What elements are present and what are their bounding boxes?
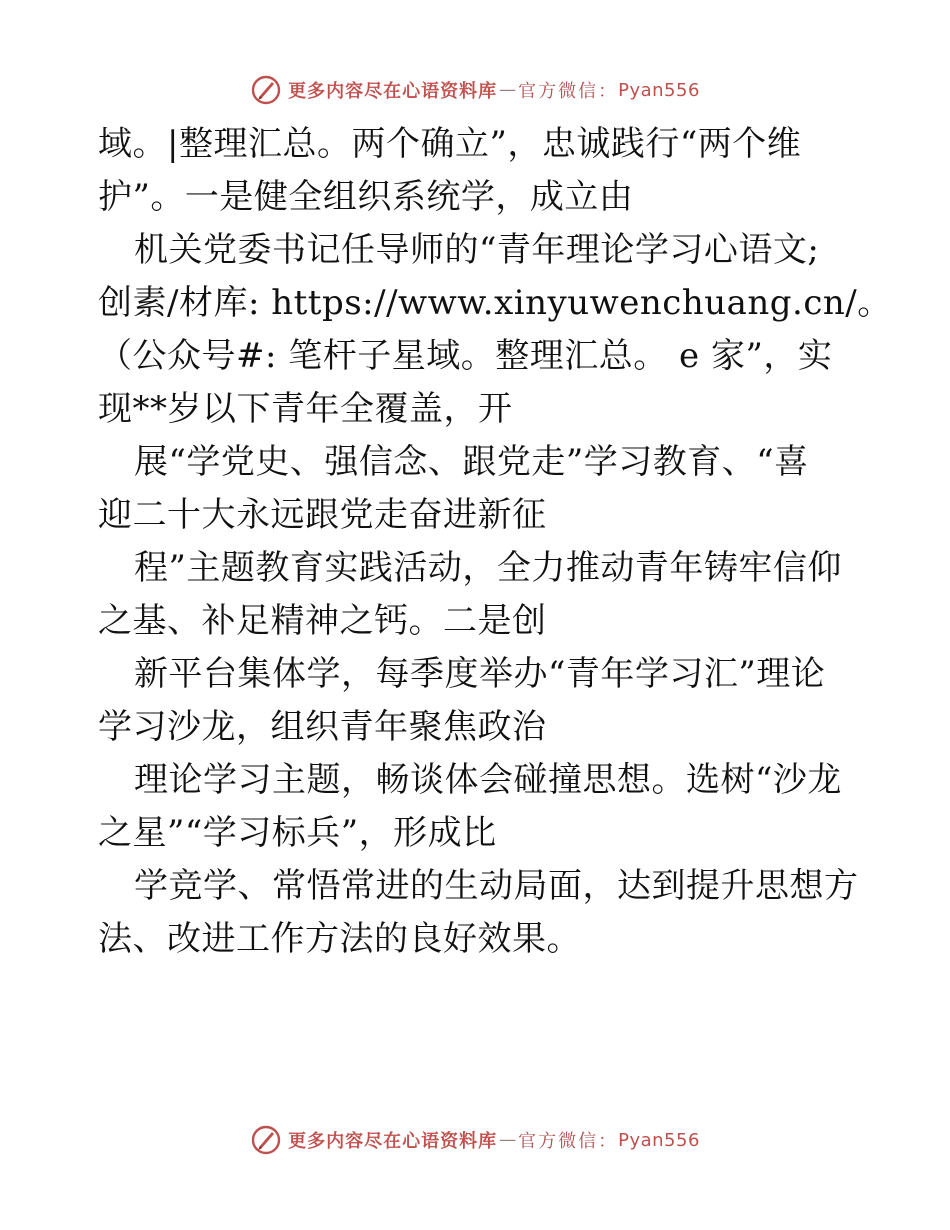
body-line: （公众号#: 笔杆子星域。整理汇总。 e 家”，实 (98, 336, 833, 376)
banner-separator: — (499, 80, 517, 100)
banner-sub-text: 官方微信： (518, 81, 619, 102)
banner-main-text: 更多内容尽在心语资料库 (288, 81, 498, 102)
header-banner (0, 70, 950, 110)
body-line: 创素/材库: https://www.xinyuwenchuang.cn/。 (98, 283, 892, 323)
quill-logo-icon (250, 74, 282, 106)
quill-logo-icon (250, 1124, 282, 1156)
document-body (98, 118, 892, 966)
body-line: 域。|整理汇总。两个确立”，忠诚践行“两个维 (98, 124, 802, 164)
body-line: 机关党委书记任导师的“青年理论学习心语文; (134, 230, 820, 270)
body-line: 现**岁以下青年全覆盖，开 (98, 389, 513, 429)
banner-sub-text: 官方微信： (518, 1131, 619, 1152)
body-line: 之基、补足精神之钙。二是创 (98, 601, 547, 641)
body-line: 法、改进工作方法的良好效果。 (98, 919, 581, 959)
body-line: 新平台集体学，每季度举办“青年学习汇”理论 (134, 654, 826, 694)
banner-wechat-id: Pyan556 (618, 1129, 700, 1151)
body-line: 迎二十大永远跟党走奋进新征 (98, 495, 547, 535)
banner-separator: — (499, 1130, 517, 1150)
banner-main-text: 更多内容尽在心语资料库 (288, 1131, 498, 1152)
banner-wechat-id: Pyan556 (618, 79, 700, 101)
body-line: 之星”“学习标兵”，形成比 (98, 813, 497, 853)
body-line: 学竞学、常悟常进的生动局面，达到提升思想方 (134, 866, 859, 906)
body-line: 学习沙龙，组织青年聚焦政治 (98, 707, 547, 747)
body-line: 理论学习主题，畅谈体会碰撞思想。选树“沙龙 (134, 760, 842, 800)
body-line: 护”。一是健全组织系统学，成立由 (98, 177, 634, 217)
footer-banner (0, 1120, 950, 1160)
body-line: 程”主题教育实践活动，全力推动青年铸牢信仰 (134, 548, 842, 588)
body-line: 展“学党史、强信念、跟党走”学习教育、“喜 (134, 442, 809, 482)
